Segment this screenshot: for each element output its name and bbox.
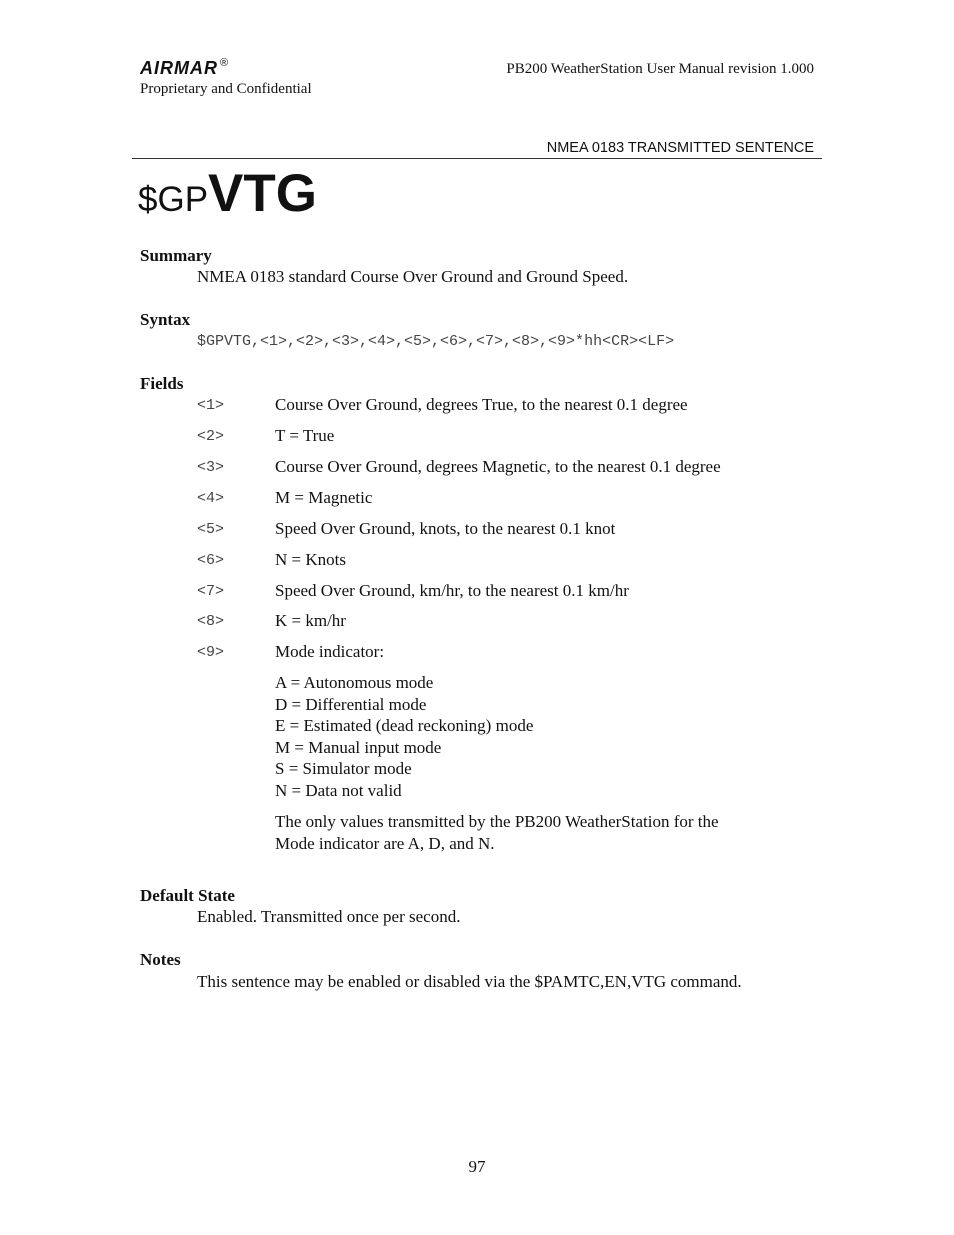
mode-item: S = Simulator mode bbox=[275, 759, 412, 779]
notes-heading: Notes bbox=[140, 950, 181, 969]
field-row bbox=[197, 488, 817, 510]
mode-note-line: Mode indicator are A, D, and N. bbox=[275, 833, 495, 853]
summary-heading: Summary bbox=[140, 246, 212, 265]
default-state-heading: Default State bbox=[140, 886, 235, 905]
field-code: <9> bbox=[197, 644, 225, 661]
mode-item: A = Autonomous mode bbox=[275, 673, 434, 692]
field-row bbox=[197, 581, 817, 603]
field-description: Course Over Ground, degrees Magnetic, to the nearest 0.1 degree bbox=[275, 457, 721, 476]
field-row bbox=[197, 395, 817, 417]
field-row bbox=[197, 426, 817, 448]
title-prefix: $GP bbox=[138, 180, 209, 219]
syntax-heading: Syntax bbox=[140, 310, 191, 329]
title-main: VTG bbox=[208, 164, 317, 223]
field-description: T = True bbox=[275, 426, 335, 445]
manual-reference: PB200 WeatherStation User Manual revision 1.000 bbox=[506, 61, 814, 77]
field-row bbox=[197, 642, 817, 664]
fields-heading: Fields bbox=[140, 374, 184, 393]
page-number: 97 bbox=[468, 1157, 486, 1176]
field-description: Course Over Ground, degrees True, to the nearest 0.1 degree bbox=[275, 395, 688, 414]
syntax-text: $GPVTG,<1>,<2>,<3>,<4>,<5>,<6>,<7>,<8>,<9>*hh<CR><LF> bbox=[197, 333, 675, 350]
mode-item: M = Manual input mode bbox=[275, 737, 442, 757]
field-code: <2> bbox=[197, 428, 225, 445]
field-description: N = Knots bbox=[275, 550, 346, 569]
field-code: <6> bbox=[197, 552, 225, 569]
mode-item: E = Estimated (dead reckoning) mode bbox=[275, 716, 534, 736]
mode-note-line: The only values transmitted by the PB200 WeatherStation for the bbox=[275, 812, 719, 831]
mode-list bbox=[275, 672, 533, 802]
field-description: K = km/hr bbox=[275, 611, 346, 630]
mode-note bbox=[275, 811, 815, 854]
field-description: Speed Over Ground, km/hr, to the nearest 0.1 km/hr bbox=[275, 581, 629, 600]
page-title bbox=[138, 163, 317, 224]
mode-item: D = Differential mode bbox=[275, 694, 427, 714]
field-row bbox=[197, 611, 817, 633]
mode-item: N = Data not valid bbox=[275, 780, 402, 800]
field-code: <7> bbox=[197, 583, 225, 600]
summary-text: NMEA 0183 standard Course Over Ground and Ground Speed. bbox=[197, 267, 629, 286]
field-code: <3> bbox=[197, 459, 225, 476]
section-header: NMEA 0183 TRANSMITTED SENTENCE bbox=[546, 140, 814, 156]
field-description: M = Magnetic bbox=[275, 488, 373, 507]
confidential-label: Proprietary and Confidential bbox=[140, 81, 312, 97]
field-code: <1> bbox=[197, 397, 225, 414]
default-state-text: Enabled. Transmitted once per second. bbox=[197, 907, 461, 926]
field-description: Mode indicator: bbox=[275, 642, 385, 661]
field-row bbox=[197, 519, 817, 541]
field-code: <5> bbox=[197, 521, 225, 538]
field-code: <4> bbox=[197, 490, 225, 507]
field-row bbox=[197, 457, 817, 479]
notes-text: This sentence may be enabled or disabled via the $PAMTC,EN,VTG command. bbox=[197, 972, 742, 991]
field-description: Speed Over Ground, knots, to the nearest 0.1 knot bbox=[275, 519, 616, 538]
field-row bbox=[197, 550, 817, 572]
brand-name: AIRMAR bbox=[140, 58, 218, 78]
brand-logo bbox=[140, 57, 229, 79]
registered-mark: ® bbox=[220, 57, 230, 69]
header-divider bbox=[132, 158, 822, 159]
field-code: <8> bbox=[197, 613, 225, 630]
